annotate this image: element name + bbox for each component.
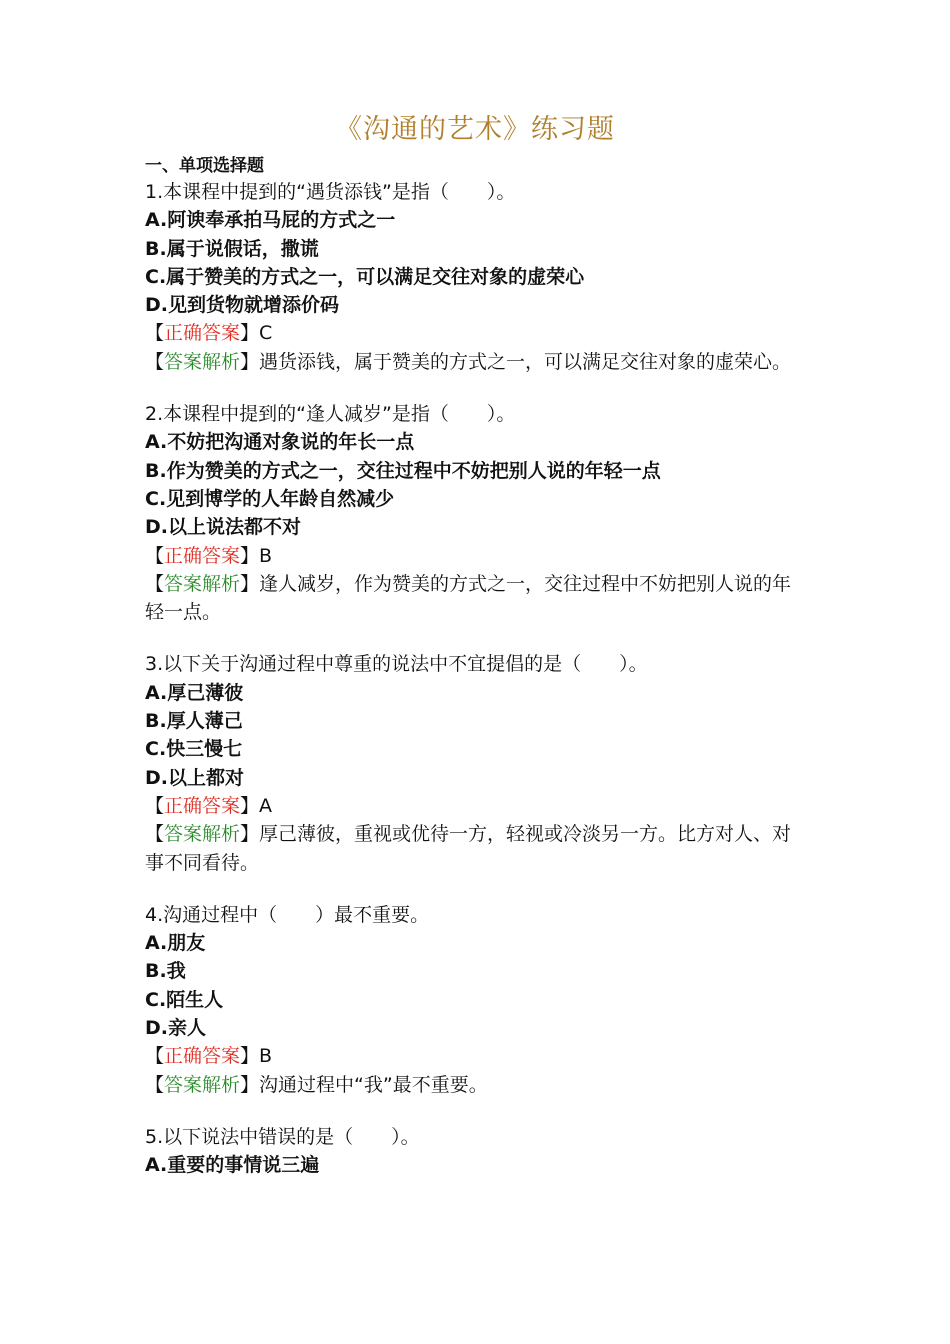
answer-line	[145, 792, 805, 820]
bracket-open: 【	[145, 350, 165, 373]
analysis-tag: 答案解析	[164, 572, 241, 595]
answer-tag: 正确答案	[164, 322, 241, 345]
question-option: A.重要的事情说三遍	[145, 1154, 320, 1177]
bracket-close: 】	[240, 572, 260, 595]
bracket-close: 】	[240, 544, 260, 567]
question-stem: 1.本课程中提到的“遇货添钱”是指（ ）。	[145, 181, 516, 203]
question-stem: 5.以下说法中错误的是（ ）。	[145, 1125, 420, 1148]
answer-line	[145, 1042, 805, 1070]
analysis-text: 沟通过程中“我”最不重要。	[259, 1073, 488, 1096]
bracket-open: 【	[145, 823, 165, 846]
bracket-close: 】	[240, 1045, 260, 1068]
bracket-open: 【	[145, 322, 165, 345]
answer-tag: 正确答案	[164, 1045, 241, 1068]
question-stem: 3.以下关于沟通过程中尊重的说法中不宜提倡的是（ ）。	[145, 653, 648, 676]
answer-tag: 正确答案	[164, 794, 241, 817]
question-option: D.见到货物就增添价码	[145, 294, 339, 317]
question-spacer	[145, 376, 805, 400]
question-option: A.不妨把沟通对象说的年长一点	[145, 431, 415, 454]
bracket-close: 】	[240, 350, 260, 373]
question-option: D.亲人	[145, 1017, 206, 1040]
bracket-close: 】	[240, 1073, 260, 1096]
analysis-tag: 答案解析	[164, 823, 241, 846]
question-stem: 2.本课程中提到的“逢人减岁”是指（ ）。	[145, 403, 516, 426]
analysis-text: 厚己薄彼，重视或优待一方，轻视或冷淡另一方。比方对人、对事不同看待。	[145, 823, 792, 874]
bracket-open: 【	[145, 572, 165, 595]
question-block	[145, 400, 805, 650]
bracket-open: 【	[145, 544, 165, 567]
question-stem: 4.沟通过程中（ ）最不重要。	[145, 903, 430, 926]
answer-value: B	[259, 1045, 273, 1068]
answer-tag: 正确答案	[164, 544, 241, 567]
analysis-tag: 答案解析	[164, 350, 241, 373]
bracket-close: 】	[240, 322, 260, 345]
bracket-close: 】	[240, 794, 260, 817]
question-block	[145, 901, 805, 1123]
question-option: C.快三慢七	[145, 738, 243, 761]
question-option: D.以上都对	[145, 766, 244, 789]
document-page	[145, 110, 805, 1180]
question-spacer	[145, 626, 805, 650]
question-option: C.见到博学的人年龄自然减少	[145, 487, 395, 510]
analysis-line	[145, 820, 795, 877]
bracket-open: 【	[145, 794, 165, 817]
analysis-line	[145, 348, 795, 376]
question-option: B.属于说假话，撒谎	[145, 237, 319, 260]
answer-value: A	[259, 794, 273, 817]
question-option: B.作为赞美的方式之一，交往过程中不妨把别人说的年轻一点	[145, 459, 661, 482]
analysis-tag: 答案解析	[164, 1073, 241, 1096]
question-option: A.朋友	[145, 932, 206, 955]
answer-line	[145, 542, 805, 570]
document-title: 《沟通的艺术》练习题	[335, 114, 615, 145]
question-spacer	[145, 877, 805, 901]
question-option: C.陌生人	[145, 988, 224, 1011]
question-block	[145, 650, 805, 900]
analysis-line	[145, 570, 795, 627]
bracket-open: 【	[145, 1073, 165, 1096]
answer-value: C	[259, 322, 273, 345]
question-option: A.厚己薄彼	[145, 681, 244, 704]
question-option: B.我	[145, 960, 186, 983]
answer-value: B	[259, 544, 273, 567]
question-option: A.阿谀奉承拍马屁的方式之一	[145, 209, 396, 232]
question-block	[145, 178, 805, 400]
question-option: C.属于赞美的方式之一，可以满足交往对象的虚荣心	[145, 265, 585, 288]
question-block	[145, 1123, 805, 1180]
section-heading: 一、单项选择题	[145, 156, 264, 176]
analysis-text: 逢人减岁，作为赞美的方式之一，交往过程中不妨把别人说的年轻一点。	[145, 572, 792, 624]
analysis-text: 遇货添钱，属于赞美的方式之一，可以满足交往对象的虚荣心。	[259, 350, 792, 373]
question-option: B.厚人薄己	[145, 710, 243, 733]
bracket-close: 】	[240, 823, 260, 846]
question-list	[145, 178, 805, 1180]
question-spacer	[145, 1099, 805, 1123]
answer-line	[145, 319, 805, 347]
analysis-line	[145, 1071, 795, 1099]
question-option: D.以上说法都不对	[145, 516, 301, 539]
bracket-open: 【	[145, 1045, 165, 1068]
